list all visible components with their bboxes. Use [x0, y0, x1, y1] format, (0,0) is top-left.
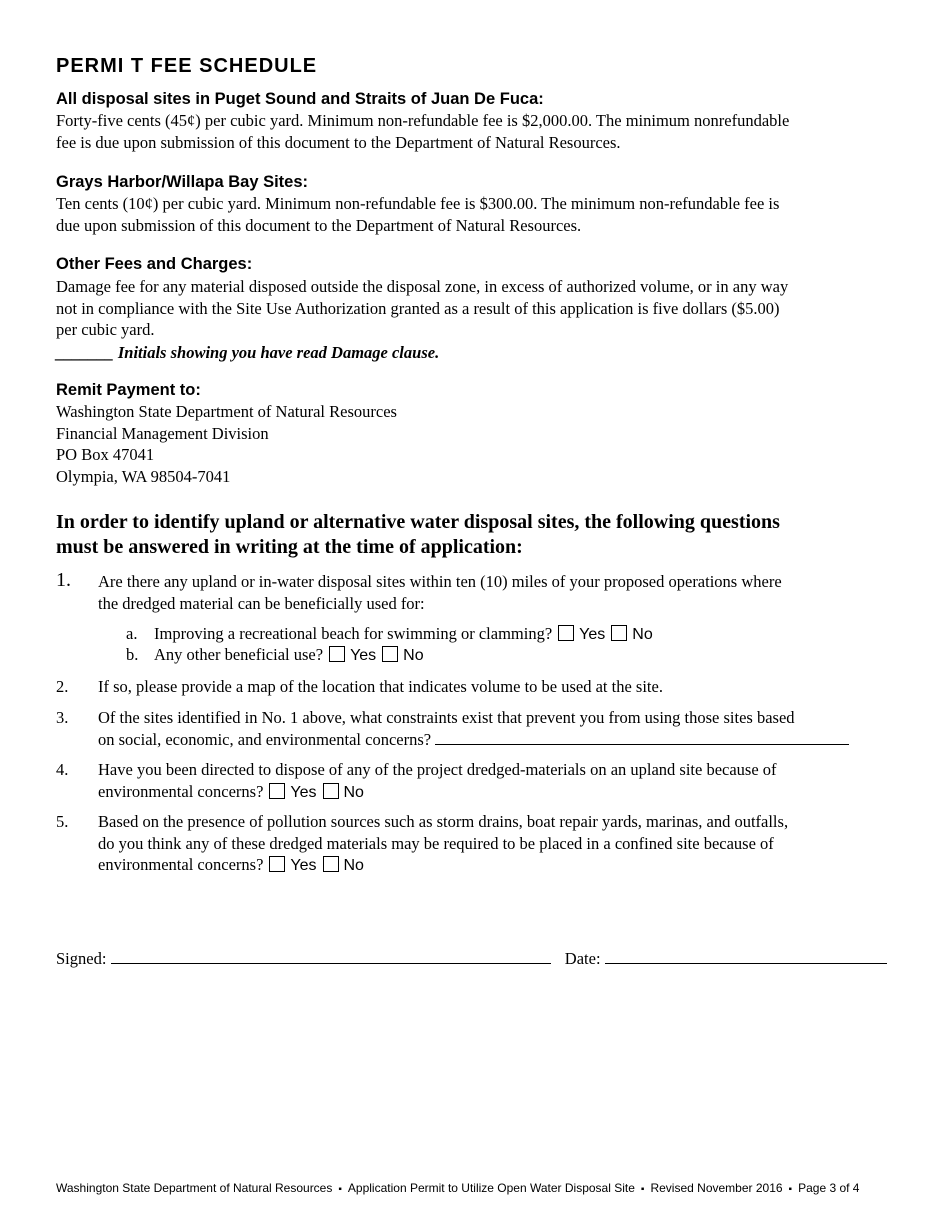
remit-address	[56, 401, 397, 487]
address-line: Olympia, WA 98504-7041	[56, 466, 231, 486]
question-1a	[154, 623, 653, 646]
puget-sound-heading: All disposal sites in Puget Sound and Straits of Juan De Fuca:	[56, 90, 544, 108]
grays-harbor-fee-text: Ten cents (10¢) per cubic yard. Minimum non-refundable fee is $300.00. The minimum non-refundable fee is due upon submission of this document to the Department of Natural Resources.	[56, 194, 780, 235]
q5-no-checkbox[interactable]	[323, 856, 339, 872]
question-3-text: Of the sites identified in No. 1 above, what constraints exist that prevent you from using those sites based on social, economic, and environmental concerns?	[98, 707, 898, 750]
question-1a-label: a.	[126, 624, 138, 643]
address-line: Washington State Department of Natural Resources	[56, 402, 397, 421]
date-label: Date:	[564, 949, 601, 968]
question-1a-text: Improving a recreational beach for swimming or clamming?	[154, 624, 553, 643]
question-1b-text: Any other beneficial use?	[154, 645, 324, 664]
damage-fee-text: Damage fee for any material disposed outside the disposal zone, in excess of authorized volume, or in any way not in compliance with the Site Use Authorization granted as a result of this application is five dollars ($5.00) per cubic yard.	[56, 277, 789, 339]
yes-label: Yes	[579, 626, 606, 643]
question-2-number: 2.	[56, 677, 69, 696]
question-1-number: 1.	[56, 569, 71, 591]
q1a-no-checkbox[interactable]	[611, 625, 627, 641]
footer-org: Washington State Department of Natural Resources	[56, 1181, 333, 1195]
footer-separator: ▪	[640, 1184, 645, 1195]
remit-heading: Remit Payment to:	[56, 381, 201, 399]
initials-field[interactable]	[56, 342, 439, 364]
date-line[interactable]	[605, 963, 887, 964]
address-line: PO Box 47041	[56, 445, 155, 464]
q5-yes-checkbox[interactable]	[269, 856, 285, 872]
signed-label: Signed:	[56, 949, 107, 968]
question-5-number: 5.	[56, 812, 69, 831]
q1b-no-checkbox[interactable]	[382, 646, 398, 662]
footer-doc-title: Application Permit to Utilize Open Water Disposal Site	[347, 1181, 635, 1195]
footer-separator: ▪	[338, 1184, 342, 1195]
initials-label: Initials showing you have read Damage clause.	[117, 343, 440, 362]
signature-row	[56, 948, 896, 970]
q4-yes-checkbox[interactable]	[269, 783, 285, 799]
yes-label: Yes	[290, 857, 317, 874]
yes-label: Yes	[290, 783, 317, 801]
q4-no-checkbox[interactable]	[323, 783, 339, 799]
page-footer	[56, 1181, 859, 1195]
footer-revised: Revised November 2016	[650, 1181, 783, 1195]
no-label: No	[632, 626, 653, 643]
q1a-yes-checkbox[interactable]	[558, 625, 574, 641]
page-title: PERMI T FEE SCHEDULE	[56, 55, 318, 77]
footer-separator: ▪	[788, 1184, 793, 1195]
puget-sound-fee-text: Forty-five cents (45¢) per cubic yard. Minimum non-refundable fee is $2,000.00. The minimum nonrefundable fee is due upon submission of this document to the Department of Natural Resources.	[56, 111, 790, 152]
address-line: Financial Management Division	[56, 423, 269, 443]
q3-answer-line[interactable]	[435, 744, 849, 745]
no-label: No	[403, 647, 424, 664]
yes-label: Yes	[350, 647, 377, 664]
grays-harbor-heading: Grays Harbor/Willapa Bay Sites:	[56, 173, 309, 191]
questions-heading: In order to identify upland or alternative water disposal sites, the following questions must be answered in writing at the time of application:	[56, 511, 780, 558]
question-3-number: 3.	[56, 708, 69, 727]
signature-line[interactable]	[111, 963, 551, 964]
question-1b-label: b.	[126, 645, 139, 664]
question-1b	[154, 644, 424, 667]
question-4-text: Have you been directed to dispose of any of the project dredged-materials on an upland site because of environmental concerns? Yes No	[98, 760, 777, 801]
footer-page-number: Page 3 of 4	[798, 1181, 860, 1195]
no-label: No	[343, 783, 364, 801]
question-2-text: If so, please provide a map of the location that indicates volume to be used at the site.	[98, 677, 663, 696]
no-label: No	[343, 857, 364, 874]
question-4-number: 4.	[56, 760, 69, 779]
initials-blank[interactable]: _______	[56, 343, 114, 362]
q1b-yes-checkbox[interactable]	[329, 646, 345, 662]
other-fees-heading: Other Fees and Charges:	[56, 255, 253, 273]
question-5-text: Based on the presence of pollution sources such as storm drains, boat repair yards, marinas, and outfalls, do you think any of these dredged materials may be required to be placed in a confined site because of environmental concerns? Yes No	[98, 812, 789, 874]
question-1-text: Are there any upland or in-water disposal sites within ten (10) miles of your proposed operations where the dredged material can be beneficially used for:	[98, 572, 782, 613]
